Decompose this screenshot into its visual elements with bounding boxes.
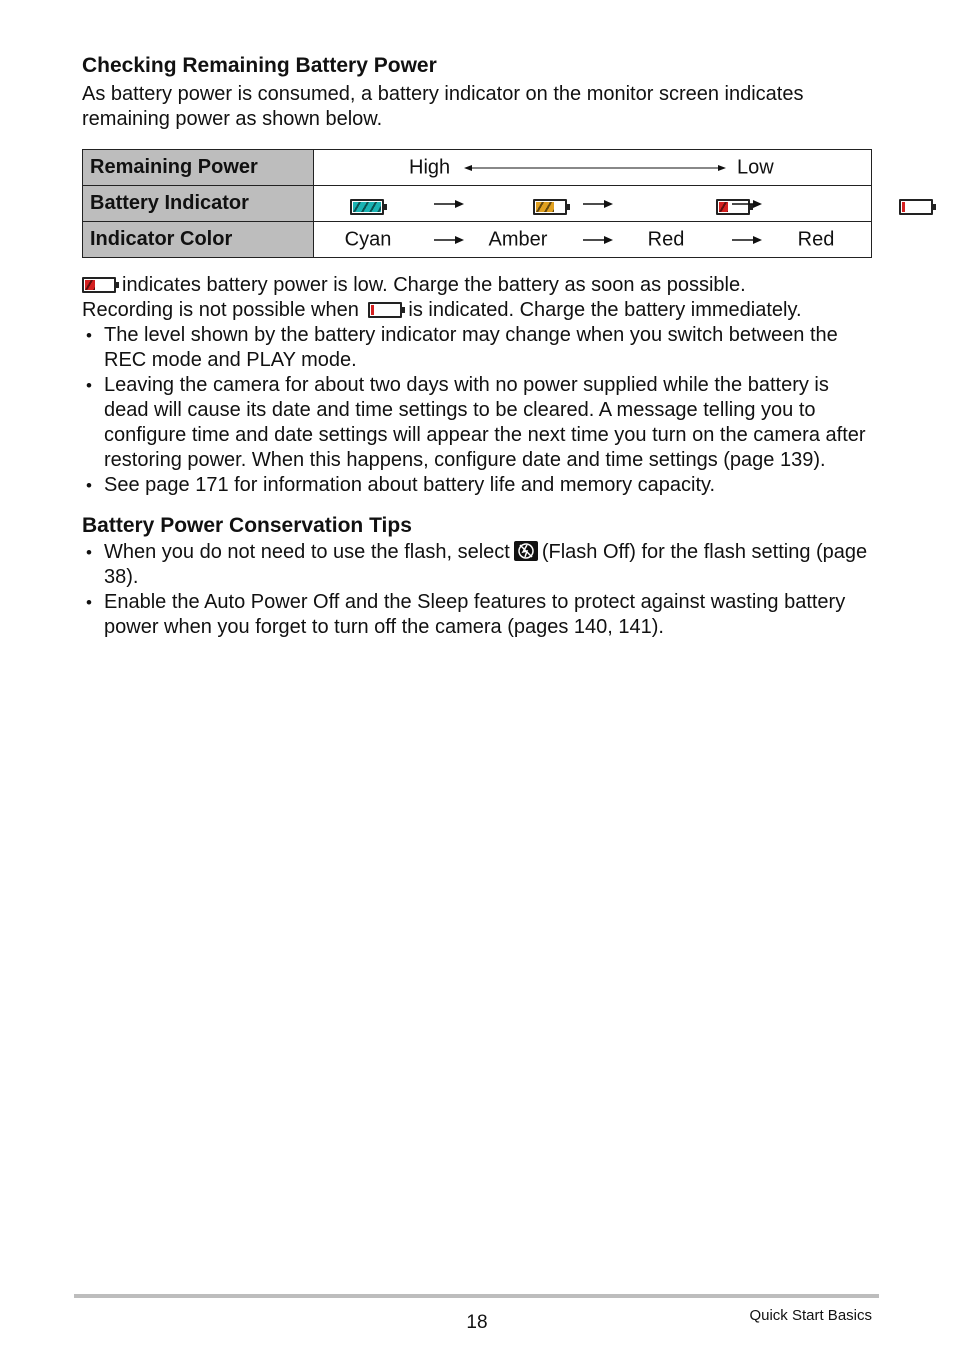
footer-section-name: Quick Start Basics [749,1307,872,1324]
battery-icon [368,302,402,318]
indicator-color-label: Red [647,228,685,250]
arrow-right-icon [434,198,464,210]
arrow-right-icon [434,234,464,246]
arrow-right-icon [732,198,762,210]
page-content [82,52,872,640]
battery-indicator-cell [314,186,872,222]
double-arrow-icon [464,162,726,174]
battery-icon [350,199,384,215]
row-label-remaining-power: Remaining Power [83,150,314,186]
list-item: • See page 171 for information about battery life and memory capacity. [82,473,872,498]
arrow-right-icon [732,234,762,246]
list-item: • Enable the Auto Power Off and the Sleep features to protect against wasting battery power when you forget to turn off the camera (pages 140, 141). [82,590,872,640]
list-item: • Leaving the camera for about two days with no power supplied while the battery is dead will cause its date and time settings to be cleared. A message telling you to configure time and date settings will appear the next time you turn on the camera after restoring power. When this happens, configure date and time settings (page 139). [82,373,872,473]
arrow-right-icon [583,234,613,246]
note-bullets [82,323,872,498]
page-number: 18 [466,1312,488,1333]
flash-off-icon [514,541,538,561]
battery-icon [899,199,933,215]
indicator-color-label: Red [797,228,835,250]
section-title-checking-battery: Checking Remaining Battery Power [82,54,437,77]
footer-rule [74,1294,879,1298]
table-row [83,150,872,186]
row-label-battery-indicator: Battery Indicator [83,186,314,222]
intro-paragraph: As battery power is consumed, a battery indicator on the monitor screen indicates remaining power as shown below. [82,83,804,130]
battery-icon [533,199,567,215]
table-row [83,222,872,258]
arrow-right-icon [583,198,613,210]
battery-notes [82,273,872,498]
indicator-color-label: Amber [488,228,548,250]
note-recording-not-possible: Recording is not possible when is indicated. Charge the battery immediately. [82,299,802,321]
label-high: High [409,156,451,178]
battery-icon [82,277,116,293]
tips-list [82,540,872,640]
battery-table [82,149,872,258]
list-item: • The level shown by the battery indicator may change when you switch between the REC mode and PLAY mode. [82,323,872,373]
indicator-color-cell [314,222,872,258]
table-row [83,186,872,222]
label-low: Low [737,156,774,178]
list-item: • When you do not need to use the flash, select (Flash Off) for the flash setting (page 38). [82,540,872,590]
note-low-battery: indicates battery power is low. Charge the battery as soon as possible. [82,273,872,298]
indicator-color-label: Cyan [344,228,392,250]
remaining-power-cell [314,150,872,186]
row-label-indicator-color: Indicator Color [83,222,314,258]
section-title-conservation-tips: Battery Power Conservation Tips [82,514,412,537]
